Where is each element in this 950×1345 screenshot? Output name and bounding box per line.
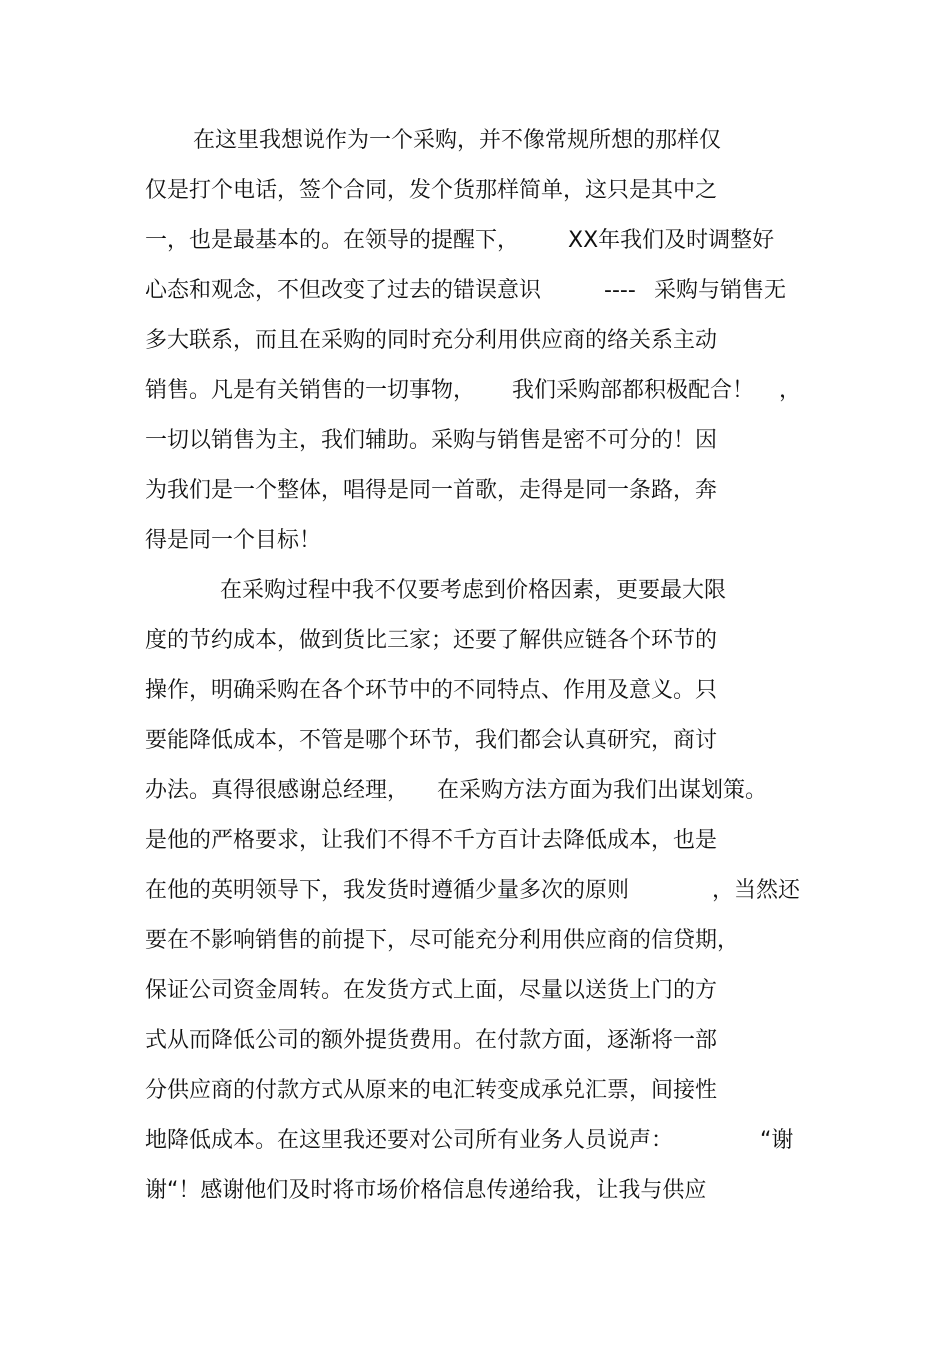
text-line [0,471,950,511]
text-line [0,971,950,1011]
line-text: 在这里我想说作为一个采购，并不像常规所想的那样仅 [193,128,722,153]
text-line [0,121,950,161]
line-text: 销售。凡是有关销售的一切事物， [145,378,476,403]
line-text: 是他的严格要求，让我们不得不千方百计去降低成本，也是 [145,828,718,853]
line-text: 地降低成本。在这里我还要对公司所有业务人员说声： [145,1128,674,1153]
text-line [0,1121,950,1161]
text-line [0,571,950,611]
line-text: 在采购方法方面为我们出谋划策。 [437,778,768,803]
text-line [0,671,950,711]
line-text: 在采购过程中我不仅要考虑到价格因素，更要最大限 [220,578,727,603]
line-text: 仅是打个电话，签个合同，发个货那样简单，这只是其中之 [145,178,718,203]
text-line [0,221,950,261]
text-line [0,321,950,361]
line-text: 为我们是一个整体，唱得是同一首歌，走得是同一条路，奔 [145,478,718,503]
line-text: 多大联系，而且在采购的同时充分利用供应商的络关系主动 [145,328,718,353]
line-text: “谢 [760,1128,794,1153]
line-text: 得是同一个目标！ [145,528,322,553]
text-line [0,821,950,861]
text-line [0,271,950,311]
text-line [0,921,950,961]
line-text: 度的节约成本，做到货比三家；还要了解供应链各个环节的 [145,628,718,653]
text-line [0,521,950,561]
text-line [0,1171,950,1211]
line-text: 心态和观念，不但改变了过去的错误意识 [145,278,542,303]
line-text: 式从而降低公司的额外提货费用。在付款方面，逐渐将一部 [145,1028,718,1053]
line-text: 我们采购部都积极配合！ [512,378,755,403]
text-line [0,621,950,661]
line-text: 分供应商的付款方式从原来的电汇转变成承兑汇票，间接性 [145,1078,718,1103]
line-text: ---- [604,278,636,303]
line-text: 一，也是最基本的。在领导的提醒下， [145,228,520,253]
line-text: 要能降低成本，不管是哪个环节，我们都会认真研究，商讨 [145,728,718,753]
text-line [0,721,950,761]
text-line [0,421,950,461]
text-line [0,1021,950,1061]
line-text: 谢“！感谢他们及时将市场价格信息传递给我，让我与供应 [145,1178,707,1203]
line-text: XX年我们及时调整好 [568,228,775,253]
text-line [0,871,950,911]
text-line [0,371,950,411]
text-line [0,1071,950,1111]
text-line [0,771,950,811]
line-text: 保证公司资金周转。在发货方式上面，尽量以送货上门的方 [145,978,718,1003]
line-text: 要在不影响销售的前提下，尽可能充分利用供应商的信贷期， [145,928,740,953]
line-text: 操作，明确采购在各个环节中的不同特点、作用及意义。只 [145,678,718,703]
line-text: 在他的英明领导下，我发货时遵循少量多次的原则 [145,878,630,903]
line-text: ， [779,378,802,403]
line-text: 一切以销售为主，我们辅助。采购与销售是密不可分的！因 [145,428,718,453]
line-text: ，当然还 [712,878,801,903]
text-line [0,171,950,211]
line-text: 办法。真得很感谢总经理， [145,778,410,803]
line-text: 采购与销售无 [654,278,787,303]
